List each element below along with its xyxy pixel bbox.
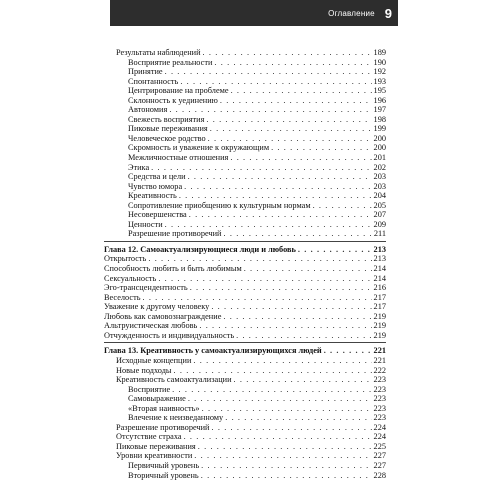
leader-dots [201, 471, 372, 481]
toc-entry-label: Результаты наблюдений [116, 48, 201, 57]
toc-entry[interactable] [104, 356, 386, 366]
toc-entry[interactable] [104, 229, 386, 239]
toc-chapter-12[interactable] [104, 245, 386, 255]
toc-entry-page: 214 [373, 273, 386, 283]
toc-entry-page: 228 [373, 470, 386, 480]
toc-entry-label: Эго-трансцендентность [104, 283, 188, 293]
toc-entry-page: 199 [373, 124, 386, 134]
toc-entry-label: Автономия [128, 105, 168, 115]
leader-dots [223, 312, 371, 322]
toc-entry[interactable] [104, 432, 386, 442]
toc-entry-page: 219 [373, 330, 386, 340]
toc-entry-page: 197 [373, 105, 386, 115]
leader-dots [210, 124, 372, 134]
toc-entry[interactable] [104, 86, 386, 96]
toc-entry-label: Человеческое родство [128, 133, 206, 143]
toc-entry[interactable] [104, 254, 386, 264]
toc-entry-page: 224 [373, 432, 386, 442]
toc-entry-label: Любовь как самовознаграждение [104, 311, 222, 321]
toc-entry[interactable] [104, 321, 386, 331]
toc-entry[interactable] [104, 274, 386, 284]
toc-entry-page: 213 [373, 244, 386, 254]
toc-entry-label: Вторичный уровень [128, 470, 199, 480]
toc-entry[interactable] [104, 283, 386, 293]
toc-entry-page: 223 [373, 375, 386, 385]
toc-entry-page: 189 [373, 48, 386, 57]
toc-entry-page: 227 [373, 451, 386, 461]
page-header [110, 0, 398, 26]
leader-dots [199, 321, 371, 331]
toc-entry-label: Отсутствие страха [116, 432, 182, 442]
leader-dots [203, 48, 372, 58]
leader-dots [188, 172, 372, 182]
toc-entry-page: 203 [373, 181, 386, 191]
toc-entry-label: Веселость [104, 292, 141, 302]
toc-entry-page: 227 [373, 460, 386, 470]
toc-entry-page: 224 [373, 422, 386, 432]
toc-entry-page: 217 [373, 292, 386, 302]
toc-entry-page: 198 [373, 114, 386, 124]
toc-entry-page: 219 [373, 311, 386, 321]
toc-entry-label: Свежесть восприятия [128, 114, 205, 124]
leader-dots [190, 283, 372, 293]
toc-entry[interactable] [104, 210, 386, 220]
toc-entry-page: 222 [373, 365, 386, 375]
toc-entry[interactable] [104, 461, 386, 471]
toc-entry-page: 192 [373, 67, 386, 77]
toc-entry-label: Уважение к другому человеку [104, 302, 210, 312]
toc-entry[interactable] [104, 264, 386, 274]
leader-dots [214, 58, 371, 68]
toc-entry[interactable] [104, 442, 386, 452]
toc-entry-page: 202 [373, 162, 386, 172]
toc-entry-label: Глава 13. Креативность у самоактуализирующихся людей [104, 346, 322, 356]
toc-entry[interactable] [104, 375, 386, 385]
table-of-contents [104, 48, 386, 480]
leader-dots [151, 163, 371, 173]
toc-entry[interactable] [104, 201, 386, 211]
toc-entry-label: Спонтанность [128, 76, 179, 86]
toc-entry-page: 214 [373, 264, 386, 274]
toc-entry[interactable] [104, 77, 386, 87]
leader-dots [298, 245, 372, 255]
toc-entry-page: 196 [373, 95, 386, 105]
leader-dots [142, 293, 371, 303]
toc-entry[interactable] [104, 471, 386, 481]
leader-dots [224, 229, 372, 239]
leader-dots [165, 220, 372, 230]
toc-entry-page: 203 [373, 172, 386, 182]
toc-entry-page: 209 [373, 219, 386, 229]
toc-entry-label: Открытость [104, 254, 147, 264]
toc-entry-label: Самовыражение [128, 394, 186, 404]
leader-dots [230, 153, 371, 163]
toc-entry-label: Принятие [128, 67, 163, 77]
toc-entry[interactable] [104, 143, 386, 153]
toc-entry-label: Центрирование на проблеме [128, 86, 229, 96]
toc-entry-page: 207 [373, 210, 386, 220]
toc-entry-label: Разрешение противоречий [116, 422, 210, 432]
toc-entry[interactable] [104, 134, 386, 144]
toc-entry-label: Влечение к неизведанному [128, 413, 224, 423]
toc-entry-label: Сексуальность [104, 273, 157, 283]
toc-entry-page: 195 [373, 86, 386, 96]
toc-entry[interactable] [104, 153, 386, 163]
leader-dots [158, 274, 371, 284]
leader-dots [201, 461, 371, 471]
leader-dots [313, 201, 372, 211]
toc-entry-label: Несовершенства [128, 210, 187, 220]
toc-entry[interactable] [104, 67, 386, 77]
leader-dots [220, 96, 372, 106]
toc-entry[interactable] [104, 385, 386, 395]
toc-entry-label: Альтруистическая любовь [104, 321, 198, 331]
leader-dots [180, 77, 371, 87]
toc-entry-label: Отчужденность и индивидуальность [104, 330, 235, 340]
toc-entry-page: 193 [373, 76, 386, 86]
toc-entry-page: 201 [373, 153, 386, 163]
toc-entry-label: Пиковые переживания [116, 441, 196, 451]
toc-entry-page: 213 [373, 254, 386, 264]
toc-entry[interactable] [104, 172, 386, 182]
toc-entry[interactable] [104, 191, 386, 201]
toc-entry[interactable] [104, 115, 386, 125]
toc-block-chapter-12 [104, 254, 386, 340]
leader-dots [198, 442, 372, 452]
toc-entry-label: Скромность и уважение к окружающим [128, 143, 270, 153]
toc-entry-page: 200 [373, 143, 386, 153]
toc-entry-label: Склонность к уединению [128, 95, 218, 105]
toc-chapter-13[interactable] [104, 346, 386, 356]
toc-entry[interactable] [104, 293, 386, 303]
toc-entry-page: 223 [373, 384, 386, 394]
toc-entry-page: 221 [373, 355, 386, 365]
leader-dots [174, 366, 372, 376]
toc-entry[interactable] [104, 413, 386, 423]
leader-dots [225, 413, 371, 423]
leader-dots [179, 191, 372, 201]
leader-dots [234, 375, 372, 385]
toc-entry[interactable] [104, 366, 386, 376]
toc-entry[interactable] [104, 105, 386, 115]
toc-entry-label: Уровни креативности [116, 451, 193, 461]
leader-dots [202, 404, 372, 414]
leader-dots [212, 423, 372, 433]
toc-entry-label: Креативность [128, 191, 177, 201]
toc-entry[interactable] [104, 220, 386, 230]
toc-entry[interactable] [104, 312, 386, 322]
toc-entry-page: 223 [373, 413, 386, 423]
leader-dots [189, 210, 372, 220]
toc-entry[interactable] [104, 163, 386, 173]
toc-entry[interactable] [104, 48, 386, 58]
page-number: 9 [384, 5, 392, 21]
toc-entry-label: Чувство юмора [128, 181, 183, 191]
toc-block-chapter-13 [104, 356, 386, 480]
toc-entry-label: Новые подходы [116, 365, 172, 375]
toc-entry-label: Межличностные отношения [128, 153, 229, 163]
toc-entry-page: 221 [373, 346, 386, 356]
toc-entry-page: 205 [373, 200, 386, 210]
leader-dots [184, 182, 371, 192]
toc-entry-label: Способность любить и быть любимым [104, 264, 242, 274]
toc-entry-page: 217 [373, 302, 386, 312]
toc-entry[interactable] [104, 394, 386, 404]
leader-dots [172, 385, 371, 395]
leader-dots [324, 346, 372, 356]
toc-entry[interactable] [104, 451, 386, 461]
leader-dots [169, 105, 371, 115]
toc-entry-page: 223 [373, 403, 386, 413]
toc-entry-page: 216 [373, 283, 386, 293]
leader-dots [236, 331, 371, 341]
toc-entry-label: Креативность самоактуализации [116, 375, 232, 385]
leader-dots [148, 254, 371, 264]
toc-entry-label: Восприятие реальности [128, 57, 213, 67]
leader-dots [184, 432, 372, 442]
leader-dots [244, 264, 372, 274]
divider [104, 342, 386, 343]
toc-entry-page: 223 [373, 394, 386, 404]
toc-block-results [104, 48, 386, 239]
toc-entry-label: Глава 12. Самоактуализирующиеся люди и любовь [104, 244, 296, 254]
leader-dots [165, 67, 372, 77]
toc-entry-label: Ценности [128, 219, 163, 229]
toc-entry-label: Восприятие [128, 384, 171, 394]
toc-entry-label: Сопротивление приобщению к культурным нормам [128, 200, 311, 210]
toc-entry-page: 225 [373, 441, 386, 451]
divider [104, 241, 386, 242]
toc-entry[interactable] [104, 58, 386, 68]
toc-entry-label: Этика [128, 162, 150, 172]
toc-entry-page: 200 [373, 133, 386, 143]
toc-entry-label: Пиковые переживания [128, 124, 208, 134]
toc-entry[interactable] [104, 96, 386, 106]
leader-dots [194, 451, 371, 461]
toc-entry[interactable] [104, 404, 386, 414]
toc-entry-page: 190 [373, 57, 386, 67]
leader-dots [188, 394, 372, 404]
toc-entry-page: 204 [373, 191, 386, 201]
toc-entry-page: 211 [373, 229, 386, 239]
leader-dots [231, 86, 372, 96]
leader-dots [211, 302, 371, 312]
toc-entry[interactable] [104, 182, 386, 192]
toc-entry[interactable] [104, 331, 386, 341]
section-title: Оглавление [328, 8, 375, 18]
toc-entry[interactable] [104, 423, 386, 433]
toc-entry[interactable] [104, 124, 386, 134]
leader-dots [208, 134, 372, 144]
leader-dots [206, 115, 371, 125]
toc-entry-label: Разрешение противоречий [128, 229, 222, 239]
toc-entry-label: Средства и цели [128, 172, 186, 182]
leader-dots [193, 356, 371, 366]
toc-entry[interactable] [104, 302, 386, 312]
toc-entry-label: Исходные концепции [116, 355, 192, 365]
leader-dots [271, 143, 371, 153]
toc-entry-page: 219 [373, 321, 386, 331]
toc-entry-label: «Вторая наивность» [128, 403, 200, 413]
toc-entry-label: Первичный уровень [128, 460, 200, 470]
